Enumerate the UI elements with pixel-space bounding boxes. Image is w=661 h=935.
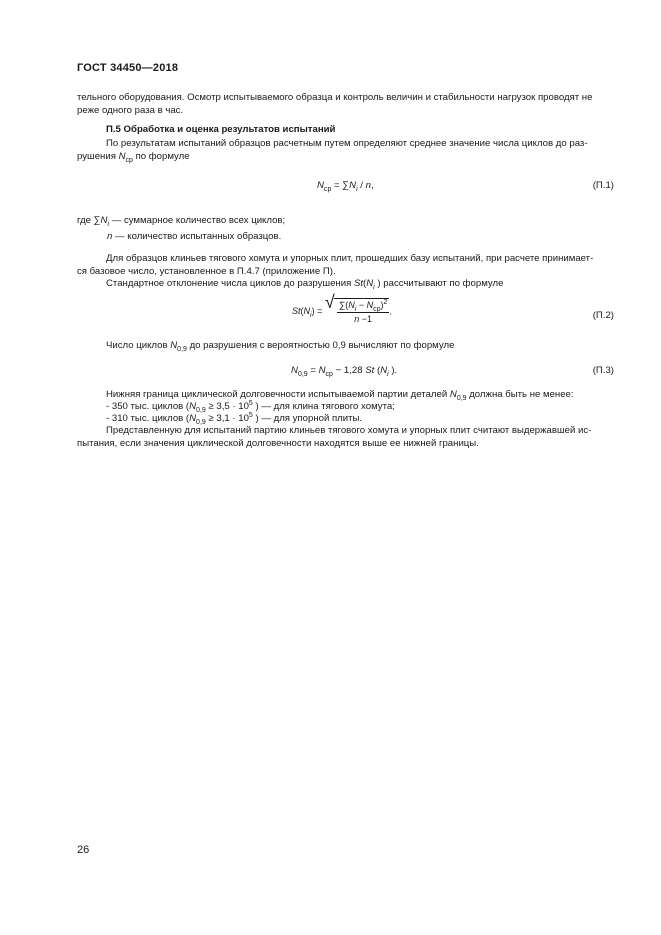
text-line: пытания, если значения циклической долговечности находятся выше ее нижней границы. xyxy=(77,437,479,449)
text-line: По результатам испытаний образцов расчетным путем определяют среднее значение числа циклов до раз- xyxy=(106,138,588,149)
text-line: ся базовое число, установленное в П.4.7 (приложение П). xyxy=(77,265,336,277)
list-item: - 310 тыс. циклов ($N_{0,9} \ge 3,1 \cdot 10^5$ ) — для упорной плиты. xyxy=(106,411,363,426)
document-header: ГОСТ 34450—2018 xyxy=(77,62,179,74)
formula-1: $N_{ср} = \sum N_i / n$, xyxy=(317,180,374,193)
where-line-1: где $\sum N_i$ — суммарное количество всех циклов; xyxy=(77,215,286,228)
list-item: - 350 тыс. циклов ($N_{0,9} \ge 3,5 \cdot 10^5$ ) — для клина тягового хомута; xyxy=(106,399,395,414)
text-line: Для образцов клиньев тягового хомута и упорных плит, прошедших базу испытаний, при расчете принимает- xyxy=(106,253,594,264)
where-line-2: n — количество испытанных образцов. xyxy=(107,231,282,242)
paragraph-std-dev: Стандартное отклонение числа циклов до разрушения $St(N_i$ ) рассчитывают по формуле xyxy=(106,278,504,291)
formula-1-number: (П.1) xyxy=(592,180,614,191)
formula-3: $N_{0,9} = N_{ср} - 1,28$ St ($N_i$ ). xyxy=(291,365,398,378)
section-title: П.5 Обработка и оценка результатов испытаний xyxy=(106,124,336,135)
paragraph-continuation xyxy=(77,92,615,117)
formula-3-number: (П.3) xyxy=(592,365,614,376)
paragraph-lower-bound: Нижняя граница циклической долговечности испытываемой партии деталей $N_{0,9}$ должна быть не менее: xyxy=(106,389,574,402)
formula-2-number: (П.2) xyxy=(592,310,614,321)
text-line: тельного оборудования. Осмотр испытываемого образца и контроль величин и стабильности нагрузок проводят не xyxy=(77,92,593,103)
text-line: Представленную для испытаний партию клиньев тягового хомута и упорных плит считают выдержавшей ис- xyxy=(106,425,592,436)
text-line: реже одного раза в час. xyxy=(77,104,184,116)
paragraph-base-number xyxy=(77,253,615,278)
text-line: рушения $N_{ср}$ по формуле xyxy=(77,150,190,164)
formula-2: $St(N_i)$ = √ $\frac{\sum(N_i - N_{ср})^2}{n -1}$ . xyxy=(292,298,392,325)
page-number: 26 xyxy=(77,844,90,856)
paragraph-mean-cycles xyxy=(77,138,615,163)
paragraph-conclusion xyxy=(77,425,615,450)
paragraph-n09: Число циклов $N_{0,9}$ до разрушения с вероятностью 0,9 вычисляют по формуле xyxy=(106,340,455,353)
